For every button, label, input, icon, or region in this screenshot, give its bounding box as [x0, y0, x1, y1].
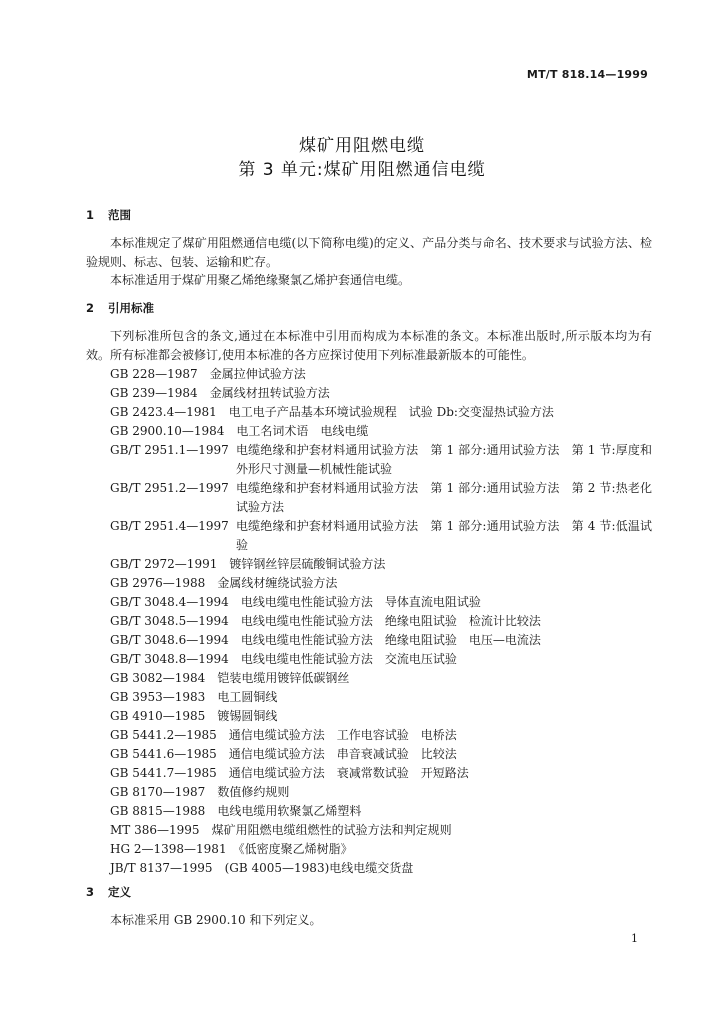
reference-item: GB 8170—1987 数值修约规则: [110, 785, 290, 799]
reference-item: GB 228—1987 金属拉伸试验方法: [110, 367, 306, 381]
reference-item: GB 2976—1988 金属线材缠绕试验方法: [110, 576, 338, 590]
reference-item: GB 2423.4—1981 电工电子产品基本环境试验规程 试验 Db:交变湿热试验方法: [110, 405, 554, 419]
reference-item: JB/T 8137—1995 (GB 4005—1983)电线电缆交货盘: [110, 861, 414, 875]
reference-item: MT 386—1995 煤矿用阻燃电缆组燃性的试验方法和判定规则: [110, 823, 452, 837]
reference-item: GB/T 3048.8—1994 电线电缆电性能试验方法 交流电压试验: [110, 652, 457, 666]
references-paragraph: 下列标准所包含的条文,通过在本标准中引用而构成为本标准的条文。本标准出版时,所示版本均为有效。所有标准都会被修订,使用本标准的各方应探讨使用下列标准最新版本的可能性。: [86, 329, 652, 362]
section-heading-definitions: [86, 884, 131, 900]
reference-item: GB/T 3048.5—1994 电线电缆电性能试验方法 绝缘电阻试验 检流计比较法: [110, 614, 541, 628]
section-number: 2: [86, 301, 95, 315]
reference-item: HG 2—1398—1981 《低密度聚乙烯树脂》: [110, 842, 353, 856]
scope-paragraph: 本标准适用于煤矿用聚乙烯绝缘聚氯乙烯护套通信电缆。: [110, 273, 411, 287]
section-title: 引用标准: [108, 301, 154, 315]
reference-item: GB 3082—1984 铠装电缆用镀锌低碳钢丝: [110, 671, 350, 685]
reference-item: GB 8815—1988 电线电缆用软聚氯乙烯塑料: [110, 804, 362, 818]
reference-item: GB 239—1984 金属线材扭转试验方法: [110, 386, 330, 400]
section-title: 定义: [108, 885, 131, 899]
document-title: 煤矿用阻燃电缆: [299, 136, 425, 156]
reference-item: GB/T 3048.6—1994 电线电缆电性能试验方法 绝缘电阻试验 电压—电流法: [110, 633, 541, 647]
reference-item: GB/T 2951.4—1997 电缆绝缘和护套材料通用试验方法 第 1 部分:通用试验方法 第 4 节:低温试验: [110, 519, 652, 552]
scope-paragraph: 本标准规定了煤矿用阻燃通信电缆(以下简称电缆)的定义、产品分类与命名、技术要求与试验方法、检验规则、标志、包装、运输和贮存。: [86, 236, 652, 269]
reference-item: GB 5441.6—1985 通信电缆试验方法 串音衰减试验 比较法: [110, 747, 457, 761]
reference-item: GB 4910—1985 镀锡圆铜线: [110, 709, 278, 723]
reference-item: GB 2900.10—1984 电工名词术语 电线电缆: [110, 424, 369, 438]
reference-item: GB/T 2972—1991 镀锌钢丝锌层硫酸铜试验方法: [110, 557, 386, 571]
section-number: 1: [86, 208, 95, 222]
section-number: 3: [86, 885, 95, 899]
reference-item: GB 5441.7—1985 通信电缆试验方法 衰减常数试验 开短路法: [110, 766, 469, 780]
section-heading-scope: [86, 207, 131, 223]
reference-item: GB/T 3048.4—1994 电线电缆电性能试验方法 导体直流电阻试验: [110, 595, 481, 609]
document-subtitle: 第 3 单元:煤矿用阻燃通信电缆: [238, 160, 486, 180]
reference-item: GB 5441.2—1985 通信电缆试验方法 工作电容试验 电桥法: [110, 728, 457, 742]
definitions-paragraph: 本标准采用 GB 2900.10 和下列定义。: [110, 913, 322, 927]
reference-item: GB/T 2951.2—1997 电缆绝缘和护套材料通用试验方法 第 1 部分:通用试验方法 第 2 节:热老化试验方法: [110, 481, 652, 514]
section-title: 范围: [108, 208, 131, 222]
reference-item: GB 3953—1983 电工圆铜线: [110, 690, 278, 704]
page-number: 1: [631, 932, 638, 945]
standard-number: MT/T 818.14—1999: [526, 68, 648, 81]
section-heading-references: [86, 300, 154, 316]
reference-item: GB/T 2951.1—1997 电缆绝缘和护套材料通用试验方法 第 1 部分:通用试验方法 第 1 节:厚度和外形尺寸测量—机械性能试验: [110, 443, 652, 476]
